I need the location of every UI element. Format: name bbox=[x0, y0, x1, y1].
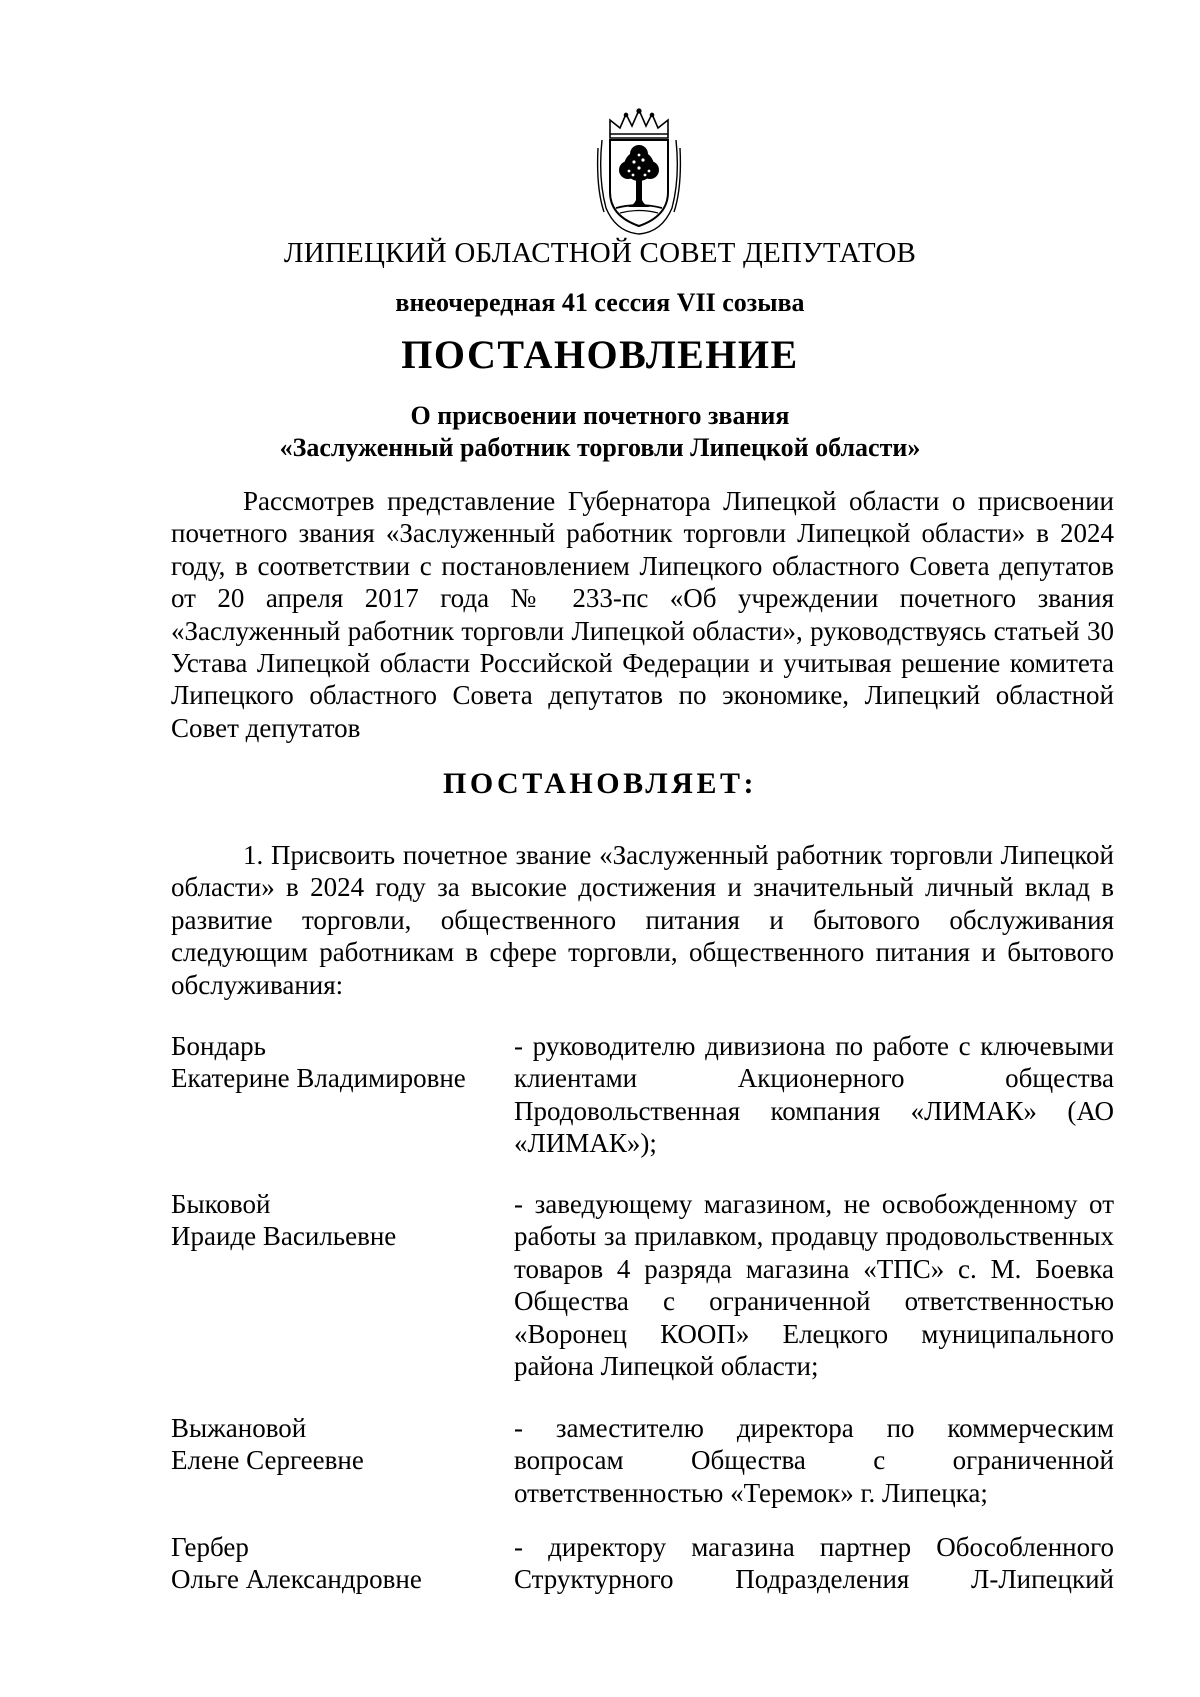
preamble-paragraph: Рассмотрев представление Губернатора Липецкой области о присвоении почетного звания «Заслуженный работник торговли Липецкой области» в 2024 году, в соответствии с постановлением Липецкого областного Совета депутатов от 20 апреля 2017 года № 233-пс «Об учреждении почетного звания «Заслуженный работник торговли Липецкой области», руководствуясь статьей 30 Устава Липецкой области Российской Федерации и учитывая решение комитета Липецкого областного Совета депутатов по экономике, Липецкий областной Совет депутатов bbox=[171, 486, 1114, 743]
awardee-entry bbox=[171, 1030, 1114, 1188]
awardee-given-names: Екатерине Владимировне bbox=[171, 1063, 466, 1094]
awardee-name bbox=[171, 1030, 511, 1095]
item-1-paragraph: 1. Присвоить почетное звание «Заслуженный работник торговли Липецкой области» в 2024 году за высокие достижения и значительный личный вклад в развитие торговли, общественного питания и бытового обслуживания следующим работникам в сфере торговли, общественного питания и бытового обслуживания: bbox=[171, 840, 1114, 1000]
awardee-surname: Выжановой bbox=[171, 1413, 307, 1443]
subject-line-1: О присвоении почетного звания bbox=[410, 401, 790, 430]
decree-heading: ПОСТАНОВЛЯЕТ: bbox=[443, 767, 757, 800]
awardee-entry bbox=[171, 1412, 1114, 1531]
awardee-name bbox=[171, 1412, 511, 1477]
awardee-entry bbox=[171, 1531, 1114, 1596]
awardee-name bbox=[171, 1188, 511, 1253]
document-subject bbox=[0, 400, 1200, 464]
awardee-name bbox=[171, 1531, 511, 1596]
subject-line-2: «Заслуженный работник торговли Липецкой области» bbox=[279, 433, 921, 462]
awardee-position: - руководителю дивизиона по работе с ключевыми клиентами Акционерного общества Продовольственная компания «ЛИМАК» (АО «ЛИМАК»); bbox=[514, 1031, 1114, 1159]
awardee-surname: Быковой bbox=[171, 1189, 271, 1219]
session-title: внеочередная 41 сессия VII созыва bbox=[395, 288, 805, 317]
document-type-heading: ПОСТАНОВЛЕНИЕ bbox=[401, 332, 799, 377]
awardee-entry bbox=[171, 1188, 1114, 1412]
awardee-given-names: Ольге Александровне bbox=[171, 1564, 422, 1595]
awardee-surname: Бондарь bbox=[171, 1031, 266, 1061]
council-name: ЛИПЕЦКИЙ ОБЛАСТНОЙ СОВЕТ ДЕПУТАТОВ bbox=[283, 237, 917, 269]
awardee-given-names: Елене Сергеевне bbox=[171, 1445, 364, 1476]
awardee-position: - директору магазина партнер Обособленного Структурного Подразделения Л-Липецкий bbox=[514, 1532, 1114, 1595]
awardee-given-names: Ираиде Васильевне bbox=[171, 1221, 397, 1252]
awardee-position: - заместителю директора по коммерческим вопросам Общества с ограниченной ответственностью «Теремок» г. Липецка; bbox=[514, 1413, 1114, 1508]
awardee-list bbox=[171, 1030, 1114, 1596]
awardee-surname: Гербер bbox=[171, 1532, 249, 1562]
coat-of-arms-icon bbox=[596, 108, 682, 236]
awardee-position: - заведующему магазином, не освобожденному от работы за прилавком, продавцу продовольственных товаров 4 разряда магазина «ТПС» с. М. Боевка Общества с ограниченной ответственностью «Воронец КООП» Елецкого муниципального района Липецкой области; bbox=[514, 1189, 1114, 1382]
